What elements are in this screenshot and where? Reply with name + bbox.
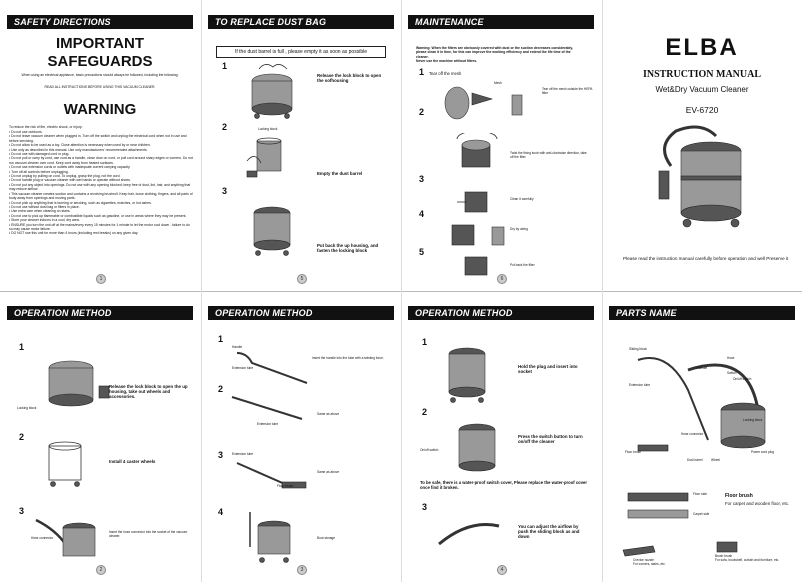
waterproof-note: To be safe, there is a water-proof switch cover, Please replace the water-proof cover once find it broken.	[420, 480, 588, 490]
maintenance-warning: Warning: When the filters are obviously covered with dust or the suction decreases considerably, please clean it in time, for this can improve the working efficiency and extend the life time of the cleaner.	[416, 46, 573, 59]
safety-page	[1, 1, 199, 290]
step-number: 2	[419, 107, 425, 117]
maintenance-header: MAINTENANCE	[408, 15, 594, 29]
step-text: Release the lock block to open the sofhousing	[317, 73, 382, 84]
caster-wheels-illustration	[41, 440, 91, 488]
extension-tube-label-2: Extension tube	[257, 422, 279, 426]
put-back-filter-illustration	[457, 255, 497, 279]
maintenance-page	[402, 1, 600, 290]
safety-bullet: • Turn off all controls before unplugging.	[9, 169, 69, 174]
operation-page-3	[402, 292, 600, 581]
dustbag-note: If the dust barrel is full , please empty it as soon as possible	[216, 46, 386, 58]
vacuum-open-illustration	[237, 61, 307, 121]
part-label: Hose connector	[681, 432, 704, 436]
mesh-label: Mesh	[494, 81, 502, 85]
safety-bullet: • Do not use to pick up flammable or combustible liquids such as gasoline, or use in areas where they may be present.	[9, 213, 187, 218]
clean-filter-illustration	[457, 187, 497, 217]
dustbag-page	[202, 1, 400, 290]
page-number: 4	[497, 565, 507, 575]
part-label: Sliding block	[629, 347, 647, 351]
handle-label: Handle	[232, 345, 243, 349]
step-text: Install 4 caster wheels	[109, 459, 156, 464]
part-label: Dust barrel	[687, 458, 703, 462]
brand-logo: ELBA	[665, 34, 739, 61]
floor-brush-accessory-illustration	[623, 488, 703, 528]
step-number: 1	[218, 334, 224, 344]
safety-bullet: • Store your cleaner indoors in a cool, dry area.	[9, 218, 80, 223]
part-label: Locking block	[743, 418, 763, 422]
floor-brush-desc: For carpet and wooden floor, etc.	[725, 501, 790, 506]
step-text: Same as above	[317, 470, 340, 474]
step-text: Press the switch button to turn on/off the cleaner	[518, 434, 583, 445]
safety-bullet: • Do not use with damaged cord or plug.	[9, 152, 70, 157]
safety-intro: When using an electrical appliance, basic precautions should always be followed, including the following:	[21, 73, 179, 77]
safety-bullet: • Do not handle plug or vacuum cleaner with wet hands or operate without shoes.	[9, 178, 131, 183]
hose-connector-label: Hose connector	[31, 536, 54, 540]
on-off-switch-label: On/off switch	[420, 448, 439, 452]
step-text: Empty the dust barrel	[317, 171, 363, 176]
part-label: Handle	[697, 366, 708, 370]
safety-bullet: • Do not put any object into openings. Do not use with any opening blocked; keep free of dust, lint, hair, and anything that may reduce airflow.	[9, 182, 191, 192]
plug-socket-illustration	[437, 344, 497, 409]
safety-bullet: • ENSURE you turn the unit off at the mains/every every 15 minutes for 1 minute to let the motor cool down - failure to do so may cause motor failure.	[9, 222, 190, 231]
floor-side-label: Floor side	[693, 492, 707, 496]
safety-reduce-risk: To reduce the risk of fire, electric shock, or injury:	[9, 125, 83, 129]
step-number: 1	[419, 67, 425, 77]
step-text: Insert the handle into the tube with a twisting force.	[312, 356, 384, 360]
page-number: 6	[497, 274, 507, 284]
boot-storage-illustration	[242, 512, 302, 567]
parts-header: PARTS NAME	[609, 306, 795, 320]
dustbag-header: TO REPLACE DUST BAG	[208, 15, 394, 29]
safety-bullet: • This vacuum cleaner creates suction and contains a revolving brushroll. Keep hair, loose clothing, fingers, and all parts of body away from openings and moving parts.	[9, 191, 193, 201]
operation-header: OPERATION METHOD	[408, 306, 594, 320]
extension-tube-label-3: Extension tube	[232, 452, 254, 456]
extension-tube-label: Extension tube	[232, 366, 254, 370]
step-text: Same as above	[317, 412, 340, 416]
step-number: 2	[222, 122, 228, 132]
cover-page	[603, 1, 801, 290]
crevice-nozzle-label: Crevice nozzle	[633, 558, 654, 562]
cover-footer: Please read the instruction manual carefully before operation and well Preserve it	[623, 256, 789, 261]
part-label: Extension tube	[629, 383, 651, 387]
safety-bullet: • Do not use extension cords or outlets with inadequate current carrying capacity.	[9, 165, 131, 170]
brush-desc: For sofa, bookshelf, curtain and furniture, etc.	[715, 558, 780, 562]
part-label: Switch	[727, 371, 737, 375]
step-number: 3	[218, 450, 224, 460]
empty-barrel-illustration	[242, 136, 297, 181]
safety-bullet: • Do not leave vacuum cleaner when plugged in. Turn off the switch and unplug the electrical cord when not in use and before servicing.	[9, 134, 187, 143]
step-text: Insert the hose connector into the socket of the vacuum cleaner.	[109, 530, 188, 538]
safety-title-safeguards: SAFEGUARDS	[47, 53, 153, 70]
part-label: Power cord plug	[751, 450, 775, 454]
safety-title-important: IMPORTANT	[55, 35, 145, 52]
step-text: Dry by airing	[510, 227, 528, 231]
safety-bullet: • Use only as described in this manual. Use only manufacturers' recommended attachments.	[9, 147, 148, 152]
step-number: 1	[19, 342, 25, 352]
page-number: 5	[297, 274, 307, 284]
step-text: Put back the up housing, and fasten the locking block	[317, 243, 379, 254]
vacuum-closed-illustration	[242, 201, 302, 261]
step-number: 2	[19, 432, 25, 442]
safety-bullet-list	[9, 130, 193, 236]
step-number: 4	[218, 507, 224, 517]
step-number: 2	[422, 407, 428, 417]
floor-brush-label: Floor brush	[277, 484, 294, 488]
safety-bullet: • Do not use outdoors.	[9, 130, 43, 134]
airflow-slider-illustration	[437, 514, 507, 556]
part-label: On/off switch	[733, 377, 752, 381]
step-text: Tear off the mesh	[429, 71, 462, 76]
twist-knob-illustration	[452, 133, 502, 173]
step-text: Hold the plug and insert into socket	[518, 364, 578, 375]
safety-bullet: • Do not pick up anything that is burning or smoking, such as cigarettes, matches, or hot ashes.	[9, 200, 152, 205]
operation-page-2	[202, 292, 400, 581]
brush-label: Brush brush	[715, 554, 733, 558]
step-number: 2	[218, 384, 224, 394]
safety-warning-title: WARNING	[63, 101, 137, 118]
safety-read-all: READ ALL INSTRUCTIONS BEFORE USING THIS VACUUM CLEANER.	[44, 85, 156, 89]
operation-page-1	[1, 292, 199, 581]
step-text: Twist the fixing knob with anti-clockwise direction, take off the filter	[510, 151, 587, 159]
step-number: 1	[422, 337, 428, 347]
step-text: Put back the filter	[510, 263, 535, 267]
step-number: 4	[419, 209, 425, 219]
carpet-side-label: Carpet side	[693, 512, 710, 516]
step-text: You can adjust the airflow by push the sliding block as and down	[518, 524, 580, 540]
vacuum-cleaner-illustration	[651, 121, 761, 231]
safety-bullet: • DO NOT use this unit for more than 4 hours (including rest breaks) on any given day.	[9, 231, 139, 236]
cover-model: EV-6720	[685, 105, 719, 115]
parts-diagram-illustration	[628, 350, 788, 460]
operation-header: OPERATION METHOD	[208, 306, 394, 320]
part-label: Wheel	[711, 458, 721, 462]
cover-product-name: Wet&Dry Vacuum Cleaner	[655, 85, 749, 94]
part-label: Hose	[727, 356, 735, 360]
page-number: 3	[297, 565, 307, 575]
dry-filter-illustration	[442, 221, 522, 251]
step-number: 3	[422, 502, 428, 512]
safety-bullet: • Do not use without dust bag or filters in place.	[9, 204, 80, 209]
cover-manual-title: INSTRUCTION MANUAL	[642, 69, 762, 80]
safety-bullet: • Do not allow to be used as a toy. Close attention is necessary when used by or near children.	[9, 143, 151, 148]
page-number: 1	[96, 274, 106, 284]
step-number: 5	[419, 247, 425, 257]
floor-brush-title: Floor brush	[725, 493, 753, 499]
step-text: Boot storage	[317, 536, 336, 540]
locking-block-label: Locking block	[17, 406, 37, 410]
safety-bullet: • Do not unplug by pulling on cord. To unplug, grasp the plug, not the cord.	[9, 174, 121, 179]
step-text: Clean it carefully	[510, 197, 534, 201]
safety-bullet: • Use extra care when cleaning on stairs.	[9, 209, 71, 214]
switch-button-illustration	[447, 420, 507, 480]
step-number: 3	[419, 174, 425, 184]
operation-header: OPERATION METHOD	[7, 306, 193, 320]
step-number: 3	[222, 186, 228, 196]
extension-tube-illustration	[227, 392, 317, 426]
part-label: Floor brush	[625, 450, 642, 454]
step-number: 1	[222, 61, 228, 71]
safety-header: SAFETY DIRECTIONS	[7, 15, 193, 29]
safety-bullet: • Do not pull or carry by cord, use cord as a handle, close door on cord, or pull cord around sharp edges or corners. Do not run vacuum cleaner over cord. Keep cord away from heated surfaces.	[9, 156, 193, 165]
locking-block-label: Locking block	[258, 127, 278, 131]
crevice-nozzle-desc: For corners, stairs, etc.	[633, 562, 666, 566]
parts-page	[603, 292, 801, 581]
floor-brush-illustration	[232, 460, 322, 496]
step-number: 3	[19, 506, 25, 516]
step-text: Release the lock block to open the up housing, take out wheels and accessories.	[109, 384, 188, 400]
maintenance-never: Never use the machine without filters.	[416, 59, 478, 63]
crevice-nozzle-illustration	[621, 540, 661, 560]
page-number: 2	[96, 565, 106, 575]
vacuum-accessories-illustration	[31, 356, 116, 416]
step-subtext: Tear off the mesh outside the HEPA filter	[542, 87, 593, 95]
